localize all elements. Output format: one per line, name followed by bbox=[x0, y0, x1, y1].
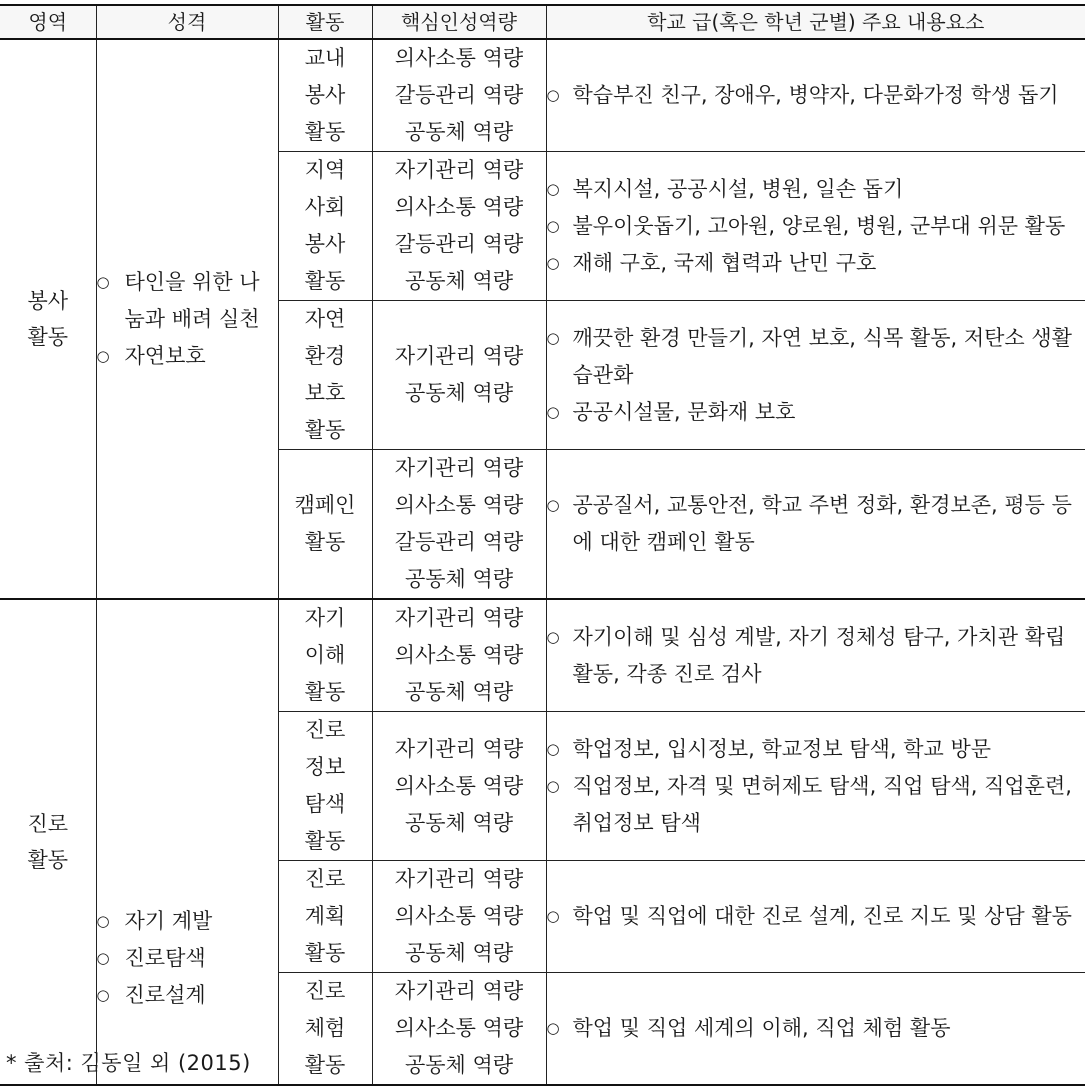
character-item bbox=[97, 977, 278, 1014]
content-text: 재해 구호, 국제 협력과 난민 구호 bbox=[572, 250, 877, 275]
competency-label: 의사소통 역량 bbox=[394, 493, 524, 517]
activity-label: 활동 bbox=[304, 941, 346, 965]
content-item bbox=[547, 77, 1086, 114]
competency-label: 공동체 역량 bbox=[404, 680, 514, 704]
activity-label: 활동 bbox=[304, 418, 346, 442]
content-cell bbox=[546, 712, 1085, 861]
bullet-circle-icon: ○ bbox=[546, 627, 560, 646]
activity-label: 진로 bbox=[304, 718, 346, 742]
activity-table bbox=[0, 4, 1085, 1086]
competency-cell bbox=[372, 39, 546, 152]
content-text: 학업정보, 입시정보, 학교정보 탐색, 학교 방문 bbox=[572, 736, 992, 761]
competency-label: 자기관리 역량 bbox=[394, 456, 524, 480]
competency-label: 의사소통 역량 bbox=[394, 195, 524, 219]
activity-label: 환경 bbox=[304, 344, 346, 368]
activity-label: 활동 bbox=[304, 1053, 346, 1077]
bullet-circle-icon: ○ bbox=[546, 86, 560, 104]
content-cell bbox=[546, 39, 1085, 152]
competency-label: 공동체 역량 bbox=[404, 941, 514, 965]
competency-label: 자기관리 역량 bbox=[394, 979, 524, 1003]
character-item bbox=[97, 940, 278, 977]
bullet-circle-icon: ○ bbox=[546, 776, 560, 795]
bullet-circle-icon: ○ bbox=[546, 907, 560, 925]
header-content: 학교 급(혹은 학년 군별) 주요 내용요소 bbox=[546, 5, 1085, 39]
activity-label: 봉사 bbox=[304, 232, 346, 256]
competency-label: 갈등관리 역량 bbox=[394, 232, 524, 256]
activity-label: 체험 bbox=[304, 1016, 346, 1040]
area-label: 활동 bbox=[27, 325, 69, 349]
activity-label: 자연 bbox=[304, 307, 346, 331]
character-item bbox=[97, 264, 278, 338]
competency-label: 공동체 역량 bbox=[404, 810, 514, 835]
activity-label: 활동 bbox=[304, 829, 346, 853]
content-text: 직업정보, 자격 및 면허제도 탐색, 직업 탐색, 직업훈련, 취업정보 탐색 bbox=[572, 773, 1072, 835]
competency-label: 의사소통 역량 bbox=[394, 46, 524, 70]
character-cell bbox=[96, 39, 278, 599]
competency-cell bbox=[372, 973, 546, 1086]
activity-label: 탐색 bbox=[304, 792, 346, 816]
content-text: 자기이해 및 심성 계발, 자기 정체성 탐구, 가치관 확립 활동, 각종 진로 검사 bbox=[572, 624, 1066, 686]
area-label: 활동 bbox=[27, 848, 69, 872]
content-cell bbox=[546, 450, 1085, 600]
activity-label: 이해 bbox=[304, 643, 346, 667]
activity-cell bbox=[278, 861, 372, 973]
bullet-circle-icon: ○ bbox=[546, 402, 560, 421]
bullet-circle-icon: ○ bbox=[96, 272, 110, 291]
bullet-circle-icon: ○ bbox=[546, 1019, 560, 1037]
competency-label: 의사소통 역량 bbox=[394, 643, 524, 667]
activity-label: 봉사 bbox=[304, 83, 346, 107]
bullet-circle-icon: ○ bbox=[546, 253, 560, 272]
character-text: 자연보호 bbox=[124, 343, 206, 368]
content-item bbox=[547, 768, 1086, 842]
content-cell bbox=[546, 301, 1085, 450]
activity-label: 자기 bbox=[304, 606, 346, 630]
activity-cell bbox=[278, 39, 372, 152]
activity-label: 진로 bbox=[304, 867, 346, 891]
bullet-circle-icon: ○ bbox=[546, 179, 560, 198]
content-cell bbox=[546, 152, 1085, 301]
competency-label: 의사소통 역량 bbox=[394, 1016, 524, 1040]
header-activity: 활동 bbox=[278, 5, 372, 39]
competency-label: 자기관리 역량 bbox=[394, 736, 524, 761]
activity-label: 진로 bbox=[304, 979, 346, 1003]
content-cell bbox=[546, 861, 1085, 973]
content-cell bbox=[546, 973, 1085, 1086]
bullet-circle-icon: ○ bbox=[96, 911, 110, 930]
content-text: 깨끗한 환경 만들기, 자연 보호, 식목 활동, 저탄소 생활 습관화 bbox=[572, 325, 1072, 387]
bullet-circle-icon: ○ bbox=[96, 346, 110, 365]
content-item bbox=[547, 171, 1086, 208]
competency-label: 자기관리 역량 bbox=[394, 606, 524, 630]
area-label: 봉사 bbox=[27, 289, 69, 313]
header-competency: 핵심인성역량 bbox=[372, 5, 546, 39]
activity-label: 활동 bbox=[304, 530, 346, 554]
bullet-circle-icon: ○ bbox=[546, 739, 560, 758]
content-item bbox=[547, 619, 1086, 693]
content-item bbox=[547, 320, 1086, 394]
source-note: * 출처: 김동일 외 (2015) bbox=[6, 1051, 251, 1075]
content-item bbox=[547, 898, 1086, 935]
competency-cell bbox=[372, 450, 546, 600]
table-row bbox=[0, 39, 1085, 152]
competency-label: 갈등관리 역량 bbox=[394, 83, 524, 107]
table-row bbox=[0, 599, 1085, 712]
competency-label: 공동체 역량 bbox=[404, 567, 514, 591]
content-item bbox=[547, 1010, 1086, 1047]
content-item bbox=[547, 731, 1086, 768]
competency-label: 갈등관리 역량 bbox=[394, 530, 524, 554]
table-body bbox=[0, 39, 1085, 1085]
activity-label: 사회 bbox=[304, 195, 346, 219]
bullet-circle-icon: ○ bbox=[96, 948, 110, 967]
content-item bbox=[547, 245, 1086, 282]
activity-cell bbox=[278, 152, 372, 301]
competency-cell bbox=[372, 152, 546, 301]
content-text: 복지시설, 공공시설, 병원, 일손 돕기 bbox=[572, 176, 904, 201]
activity-label: 교내 bbox=[304, 46, 346, 70]
content-text: 불우이웃돕기, 고아원, 양로원, 병원, 군부대 위문 활동 bbox=[572, 213, 1066, 238]
activity-label: 정보 bbox=[304, 755, 346, 779]
activity-label: 계획 bbox=[304, 904, 346, 928]
bullet-circle-icon: ○ bbox=[546, 496, 560, 514]
activity-cell bbox=[278, 712, 372, 861]
competency-label: 자기관리 역량 bbox=[394, 344, 524, 368]
activity-label: 보호 bbox=[304, 381, 346, 405]
competency-cell bbox=[372, 599, 546, 712]
competency-label: 공동체 역량 bbox=[404, 381, 514, 405]
competency-label: 의사소통 역량 bbox=[394, 773, 524, 798]
table-header-row bbox=[0, 5, 1085, 39]
area-cell bbox=[0, 39, 96, 599]
activity-label: 지역 bbox=[304, 158, 346, 182]
character-text: 진로탐색 bbox=[124, 945, 206, 970]
activity-label: 캠페인 bbox=[294, 493, 356, 517]
content-text: 학업 및 직업 세계의 이해, 직업 체험 활동 bbox=[572, 1016, 951, 1040]
activity-cell bbox=[278, 973, 372, 1086]
character-text: 진로설계 bbox=[124, 982, 206, 1007]
bullet-circle-icon: ○ bbox=[96, 985, 110, 1004]
activity-cell bbox=[278, 450, 372, 600]
competency-label: 공동체 역량 bbox=[404, 120, 514, 144]
competency-cell bbox=[372, 861, 546, 973]
activity-cell bbox=[278, 599, 372, 712]
content-text: 공공질서, 교통안전, 학교 주변 정화, 환경보존, 평등 등에 대한 캠페인 활동 bbox=[572, 493, 1072, 554]
content-text: 학습부진 친구, 장애우, 병약자, 다문화가정 학생 돕기 bbox=[572, 83, 1059, 107]
character-text: 타인을 위한 나눔과 배려 실천 bbox=[124, 269, 260, 331]
content-text: 공공시설물, 문화재 보호 bbox=[572, 399, 796, 424]
competency-label: 공동체 역량 bbox=[404, 269, 514, 293]
content-text: 학업 및 직업에 대한 진로 설계, 진로 지도 및 상담 활동 bbox=[572, 904, 1072, 928]
competency-cell bbox=[372, 301, 546, 450]
character-text: 자기 계발 bbox=[124, 908, 213, 933]
content-item bbox=[547, 394, 1086, 431]
competency-label: 자기관리 역량 bbox=[394, 158, 524, 182]
bullet-circle-icon: ○ bbox=[546, 328, 560, 347]
competency-cell bbox=[372, 712, 546, 861]
competency-label: 공동체 역량 bbox=[404, 1053, 514, 1077]
activity-label: 활동 bbox=[304, 680, 346, 704]
activity-cell bbox=[278, 301, 372, 450]
competency-label: 자기관리 역량 bbox=[394, 867, 524, 891]
area-label: 진로 bbox=[27, 812, 69, 836]
header-character: 성격 bbox=[96, 5, 278, 39]
bullet-circle-icon: ○ bbox=[546, 216, 560, 235]
activity-label: 활동 bbox=[304, 269, 346, 293]
character-item bbox=[97, 903, 278, 940]
activity-label: 활동 bbox=[304, 120, 346, 144]
character-cell bbox=[96, 599, 278, 1085]
content-cell bbox=[546, 599, 1085, 712]
header-area: 영역 bbox=[0, 5, 96, 39]
competency-label: 의사소통 역량 bbox=[394, 904, 524, 928]
content-item bbox=[547, 487, 1086, 561]
character-item bbox=[97, 338, 278, 375]
area-cell bbox=[0, 599, 96, 1085]
content-item bbox=[547, 208, 1086, 245]
